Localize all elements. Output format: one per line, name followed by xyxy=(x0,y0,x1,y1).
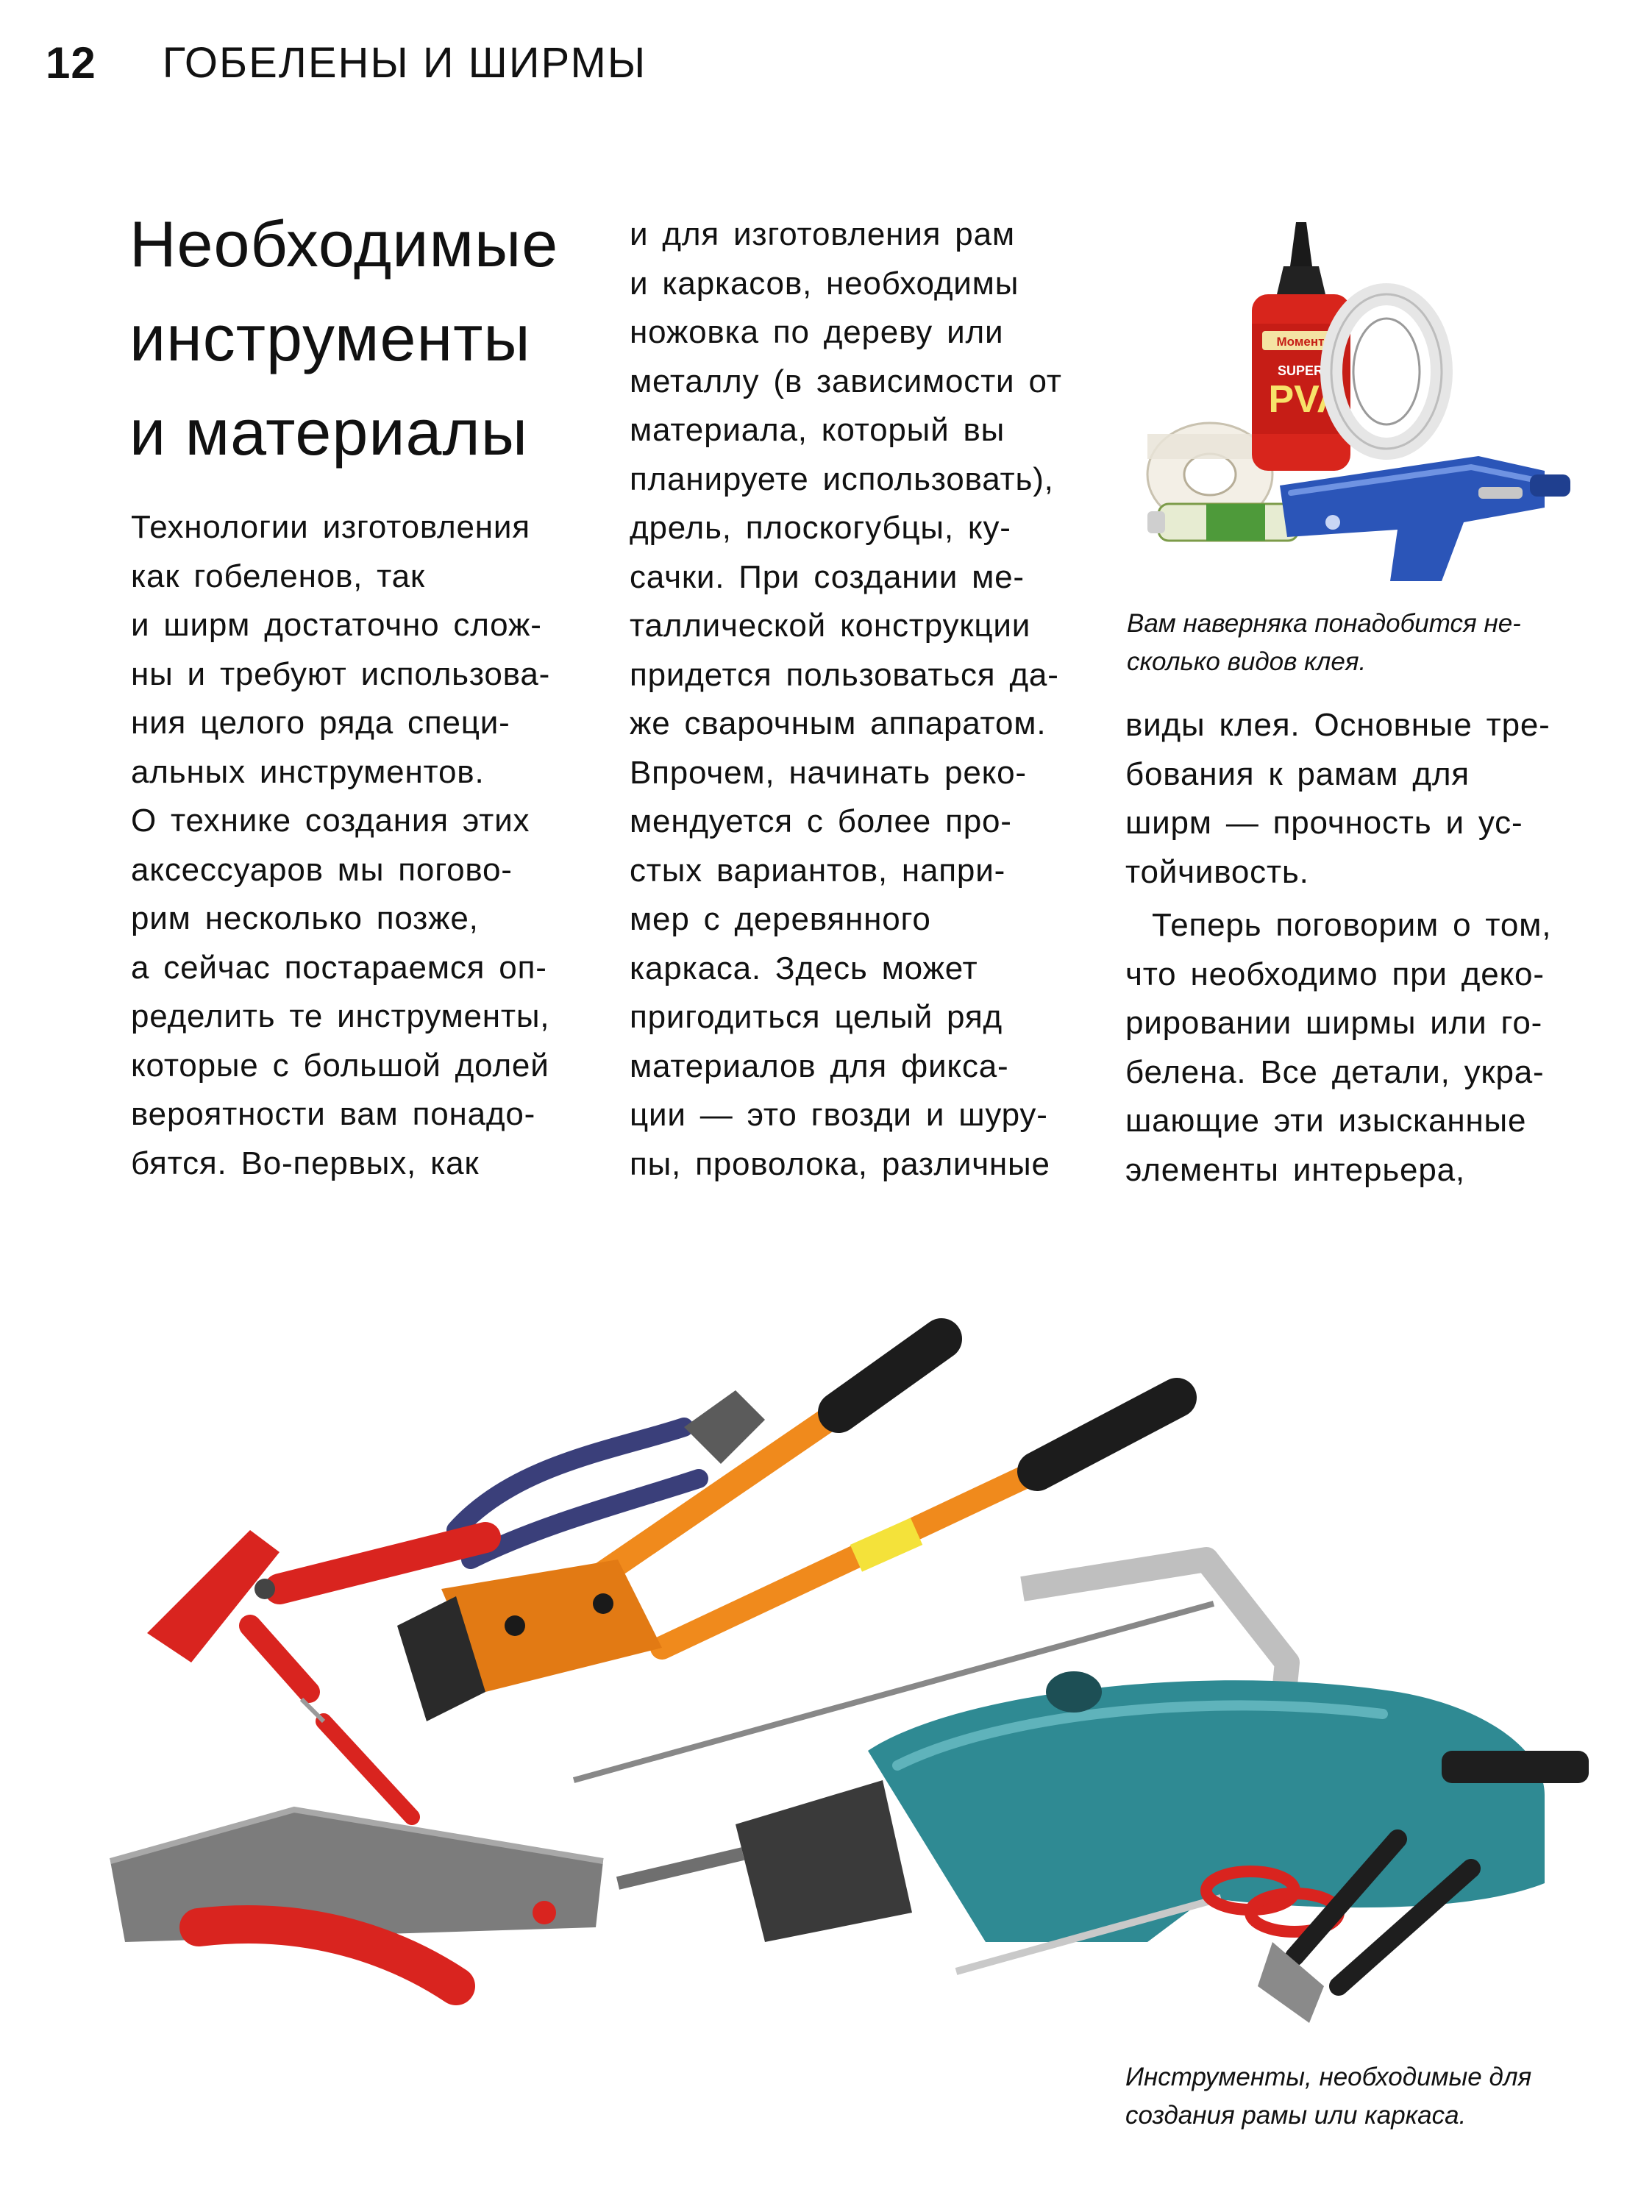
text-line: же сварочным аппаратом. xyxy=(630,705,1047,742)
side-cutters-icon xyxy=(456,1390,765,1560)
text-line: элементы интерьера, xyxy=(1125,1151,1465,1188)
text-line: Теперь поговорим о том, xyxy=(1152,907,1552,943)
bottle-label-super: SUPER xyxy=(1277,363,1324,378)
text-column-1 xyxy=(131,503,550,1188)
caption-line: Вам наверняка понадобится не- xyxy=(1127,609,1521,638)
text-line: виды клея. Основные тре- xyxy=(1125,707,1550,743)
text-line: и каркасов, необходимы xyxy=(630,265,1019,302)
text-line: мер с деревянного xyxy=(630,901,931,937)
text-line: и ширм достаточно слож- xyxy=(131,607,542,643)
text-line: что необходимо при деко- xyxy=(1125,956,1545,992)
text-line: аксессуаров мы погово- xyxy=(131,851,513,888)
text-line: белена. Все детали, укра- xyxy=(1125,1053,1545,1090)
text-line: придется пользоваться да- xyxy=(630,656,1059,693)
text-line: шающие эти изысканные xyxy=(1125,1103,1527,1139)
text-line: Технологии изготовления xyxy=(131,509,530,545)
heading-line: Необходимые xyxy=(129,207,559,280)
text-line: сачки. При создании ме- xyxy=(630,558,1025,595)
text-line: пы, проволока, различные xyxy=(630,1145,1050,1182)
text-line: ции — это гвозди и шуру- xyxy=(630,1097,1048,1133)
text-line: бятся. Во-первых, как xyxy=(131,1145,480,1181)
text-line: материалов для фикса- xyxy=(630,1048,1009,1084)
text-line: и для изготовления рам xyxy=(630,216,1015,252)
text-line: дрель, плоскогубцы, ку- xyxy=(630,510,1011,546)
bottle-label-pva: PVA xyxy=(1268,378,1345,421)
text-line: планируете использовать), xyxy=(630,460,1054,497)
text-line: рировании ширмы или го- xyxy=(1125,1005,1543,1041)
glue-tube-icon xyxy=(1147,504,1298,541)
text-line: ния целого ряда специ- xyxy=(131,705,510,741)
text-line: тойчивость. xyxy=(1125,853,1309,890)
heading-line: и материалы xyxy=(129,396,529,469)
text-line: рим несколько позже, xyxy=(131,900,479,936)
tools-photo xyxy=(103,1280,1589,2045)
text-line: металлу (в зависимости от xyxy=(630,363,1062,399)
caption-line: сколько видов клея. xyxy=(1127,647,1367,676)
text-line: бования к рамам для xyxy=(1125,755,1470,792)
text-line: вероятности вам понадо- xyxy=(131,1096,536,1132)
text-line: Впрочем, начинать реко- xyxy=(630,754,1027,791)
caption-line: создания рамы или каркаса. xyxy=(1125,2101,1467,2130)
text-line: таллической конструкции xyxy=(630,608,1031,644)
text-line: ределить те инструменты, xyxy=(131,998,550,1034)
heading-line: инструменты xyxy=(129,302,531,374)
text-line: О технике создания этих xyxy=(131,803,530,839)
text-line: альных инструментов. xyxy=(131,753,485,790)
text-line: ширм — прочность и ус- xyxy=(1125,805,1523,841)
caption-line: Инструменты, необходимые для xyxy=(1125,2063,1532,2091)
chapter-heading xyxy=(129,197,600,480)
text-line: ножовка по дереву или xyxy=(630,314,1004,350)
running-head xyxy=(46,29,647,96)
bottle-label-brand: Момент xyxy=(1276,335,1325,349)
text-line: пригодиться целый ряд xyxy=(630,999,1003,1035)
text-line: каркаса. Здесь может xyxy=(630,950,978,986)
screwdriver-icon xyxy=(302,1699,412,1817)
glue-photo xyxy=(1133,213,1589,596)
glue-gun-icon xyxy=(1280,456,1570,581)
tools-caption xyxy=(1125,2058,1531,2135)
section-title: ГОБЕЛЕНЫ И ШИРМЫ xyxy=(162,38,647,87)
text-column-2 xyxy=(630,210,1062,1189)
page-number: 12 xyxy=(46,38,96,88)
text-line: мендуется с более про- xyxy=(630,803,1012,839)
text-line: материала, который вы xyxy=(630,412,1005,448)
text-column-3 xyxy=(1125,701,1551,1195)
text-line: стых вариантов, напри- xyxy=(630,852,1006,889)
staple-gun-icon xyxy=(110,1810,603,1986)
glue-caption xyxy=(1127,605,1521,681)
text-line: ны и требуют использова- xyxy=(131,655,551,692)
text-line: которые с большой долей xyxy=(131,1047,549,1084)
text-line: как гобеленов, так xyxy=(131,558,425,594)
text-line: а сейчас постараемся оп- xyxy=(131,949,547,986)
